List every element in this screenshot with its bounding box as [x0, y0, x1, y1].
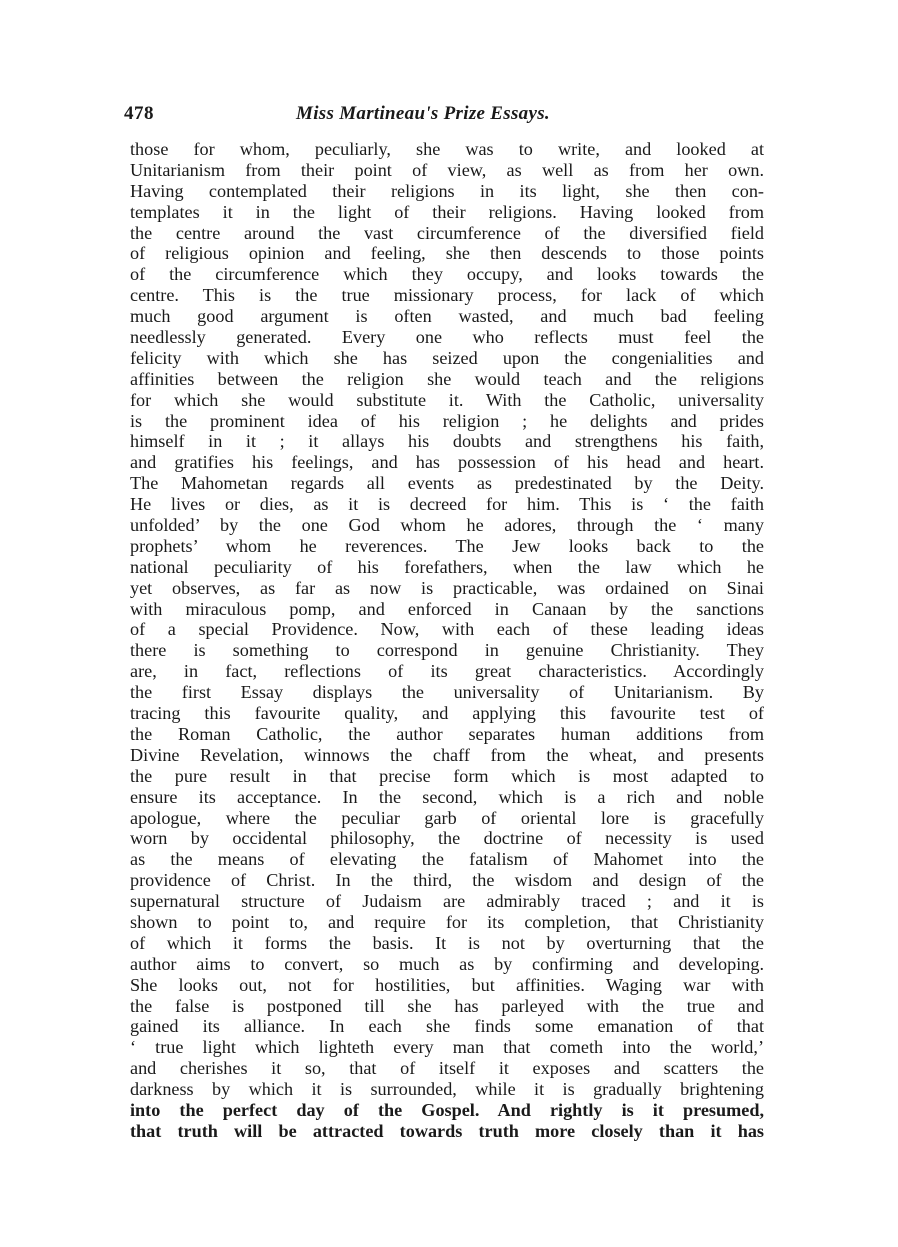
text-line: He lives or dies, as it is decreed for him. This is ‘ the faith: [130, 494, 764, 515]
text-line: is the prominent idea of his religion ; he delights and prides: [130, 410, 764, 431]
running-head: [124, 103, 768, 127]
text-line: the pure result in that precise form which is most adapted to: [130, 765, 764, 786]
text-line: of which it forms the basis. It is not by overturning that the: [130, 932, 764, 953]
text-line: the first Essay displays the universality of Unitarianism. By: [130, 682, 764, 703]
text-line: the centre around the vast circumference of the diversified field: [130, 222, 764, 243]
text-line: Unitarianism from their point of view, as well as from her own.: [130, 159, 764, 180]
text-line: shown to point to, and require for its completion, that Christianity: [130, 911, 764, 932]
text-line: with miraculous pomp, and enforced in Canaan by the sanctions: [130, 598, 764, 619]
text-line: the Roman Catholic, the author separates human additions from: [130, 723, 764, 744]
text-line: national peculiarity of his forefathers, when the law which he: [130, 556, 764, 577]
text-line: affinities between the religion she would teach and the religions: [130, 368, 764, 389]
text-line: into the perfect day of the Gospel. And rightly is it presumed,: [130, 1099, 764, 1120]
text-line: are, in fact, reflections of its great characteristics. Accordingly: [130, 661, 764, 682]
text-line: needlessly generated. Every one who reflects must feel the: [130, 327, 764, 348]
text-line: prophets’ whom he reverences. The Jew looks back to the: [130, 535, 764, 556]
text-line: ‘ true light which lighteth every man that cometh into the world,’: [130, 1037, 764, 1058]
page-number: 478: [124, 103, 154, 124]
text-line: darkness by which it is surrounded, while it is gradually brightening: [130, 1079, 764, 1100]
text-line: felicity with which she has seized upon the congenialities and: [130, 347, 764, 368]
text-line: of the circumference which they occupy, and looks towards the: [130, 264, 764, 285]
text-line: Having contemplated their religions in its light, she then con-: [130, 180, 764, 201]
text-line: and cherishes it so, that of itself it exposes and scatters the: [130, 1058, 764, 1079]
text-line: much good argument is often wasted, and much bad feeling: [130, 306, 764, 327]
text-line: tracing this favourite quality, and applying this favourite test of: [130, 703, 764, 724]
text-line: unfolded’ by the one God whom he adores, through the ‘ many: [130, 515, 764, 536]
text-line: She looks out, not for hostilities, but affinities. Waging war with: [130, 974, 764, 995]
text-line: author aims to convert, so much as by confirming and developing.: [130, 953, 764, 974]
text-line: Divine Revelation, winnows the chaff from the wheat, and presents: [130, 744, 764, 765]
text-line: worn by occidental philosophy, the doctrine of necessity is used: [130, 828, 764, 849]
text-line: apologue, where the peculiar garb of oriental lore is gracefully: [130, 807, 764, 828]
text-line: of a special Providence. Now, with each of these leading ideas: [130, 619, 764, 640]
text-line: gained its alliance. In each she finds some emanation of that: [130, 1016, 764, 1037]
text-line: ensure its acceptance. In the second, which is a rich and noble: [130, 786, 764, 807]
text-line: providence of Christ. In the third, the wisdom and design of the: [130, 870, 764, 891]
text-line: the false is postponed till she has parleyed with the true and: [130, 995, 764, 1016]
text-line: The Mahometan regards all events as predestinated by the Deity.: [130, 473, 764, 494]
running-title: Miss Martineau's Prize Essays.: [296, 103, 550, 124]
text-line: of religious opinion and feeling, she then descends to those points: [130, 243, 764, 264]
text-line: supernatural structure of Judaism are admirably traced ; and it is: [130, 891, 764, 912]
text-line: as the means of elevating the fatalism of Mahomet into the: [130, 849, 764, 870]
text-line: for which she would substitute it. With the Catholic, universality: [130, 389, 764, 410]
text-line: templates it in the light of their religions. Having looked from: [130, 201, 764, 222]
text-line: centre. This is the true missionary process, for lack of which: [130, 285, 764, 306]
text-line: himself in it ; it allays his doubts and strengthens his faith,: [130, 431, 764, 452]
body-text: [130, 139, 764, 1142]
text-line: those for whom, peculiarly, she was to write, and looked at: [130, 139, 764, 159]
text-line: that truth will be attracted towards truth more closely than it has: [130, 1120, 764, 1141]
text-line: yet observes, as far as now is practicable, was ordained on Sinai: [130, 577, 764, 598]
text-line: there is something to correspond in genuine Christianity. They: [130, 640, 764, 661]
text-line: and gratifies his feelings, and has possession of his head and heart.: [130, 452, 764, 473]
